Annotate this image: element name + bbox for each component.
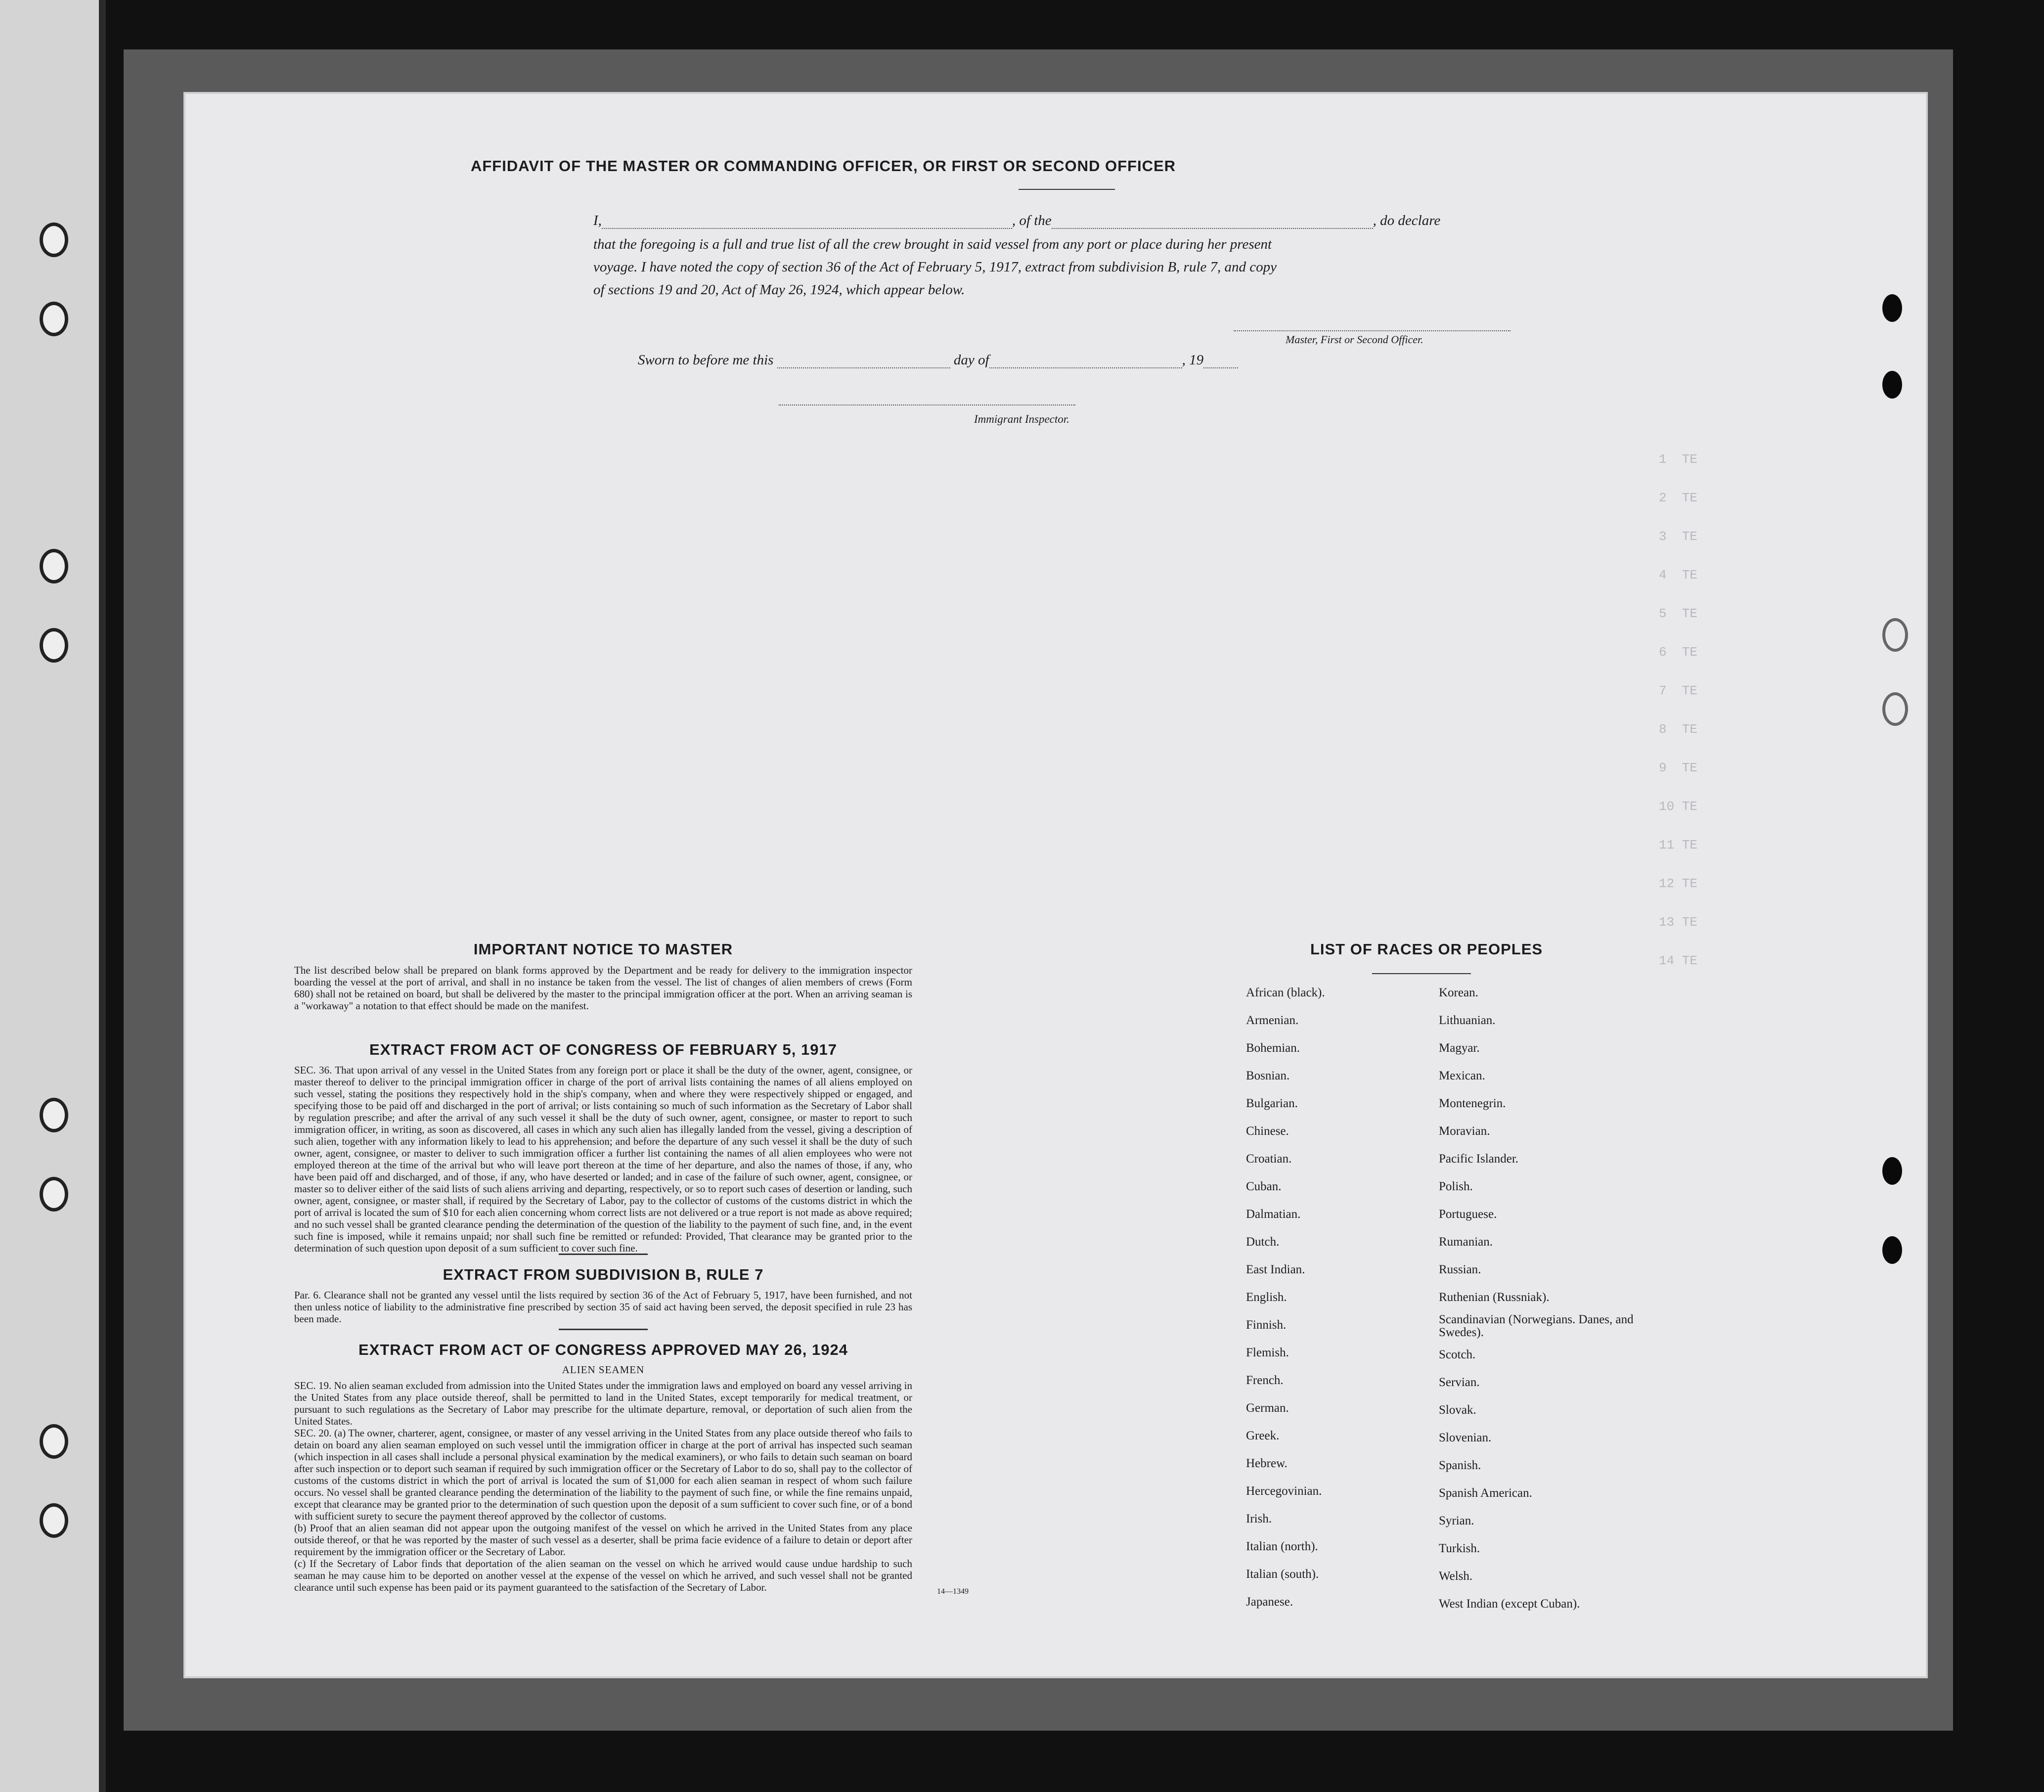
races-column-1 (1246, 979, 1325, 1616)
extract-1924-body (294, 1380, 912, 1593)
name-blank (602, 228, 1012, 229)
divider (1372, 973, 1471, 974)
binder-ring (40, 1424, 68, 1459)
affidavit-line-3: voyage. I have noted the copy of section 36 of the Act of February 5, 1917, extract from subdivision B, rule 7, and copy (593, 259, 1277, 275)
race-entry: Croatian. (1246, 1152, 1292, 1165)
inspector-signature-line (779, 404, 1075, 405)
race-entry: Spanish American. (1439, 1486, 1532, 1500)
race-entry: Syrian. (1439, 1514, 1474, 1527)
race-entry: Russian. (1439, 1263, 1481, 1276)
binder-ring (40, 302, 68, 336)
notice-body: The list described below shall be prepared on blank forms approved by the Department and be ready for delivery to the immigration inspector boarding the vessel at the port of arrival, and shall in no instance be taken from the vessel. The list of changes of alien members of crews (Form 680) shall not be retained on board, but shall be delivered by the master to the principal immigration officer at the port. When an arriving seaman is a "workaway" a notation to that effect should be made on the manifest. (294, 964, 912, 1012)
divider (559, 1329, 648, 1330)
race-entry: Dalmatian. (1246, 1208, 1301, 1221)
race-entry: East Indian. (1246, 1263, 1305, 1276)
inspector-label: Immigrant Inspector. (974, 413, 1069, 425)
race-entry: Bosnian. (1246, 1069, 1290, 1082)
master-signature-label: Master, First or Second Officer. (1286, 333, 1423, 346)
race-entry: Welsh. (1439, 1569, 1473, 1583)
rule7-title: EXTRACT FROM SUBDIVISION B, RULE 7 (443, 1266, 764, 1283)
race-entry: Italian (south). (1246, 1568, 1319, 1581)
binder-ring (40, 1177, 68, 1211)
race-entry: Scotch. (1439, 1348, 1476, 1361)
race-entry: Finnish. (1246, 1318, 1287, 1332)
race-entry: Scandinavian (Norwegians. Danes, and Swedes). (1439, 1313, 1634, 1339)
divider (559, 1254, 648, 1255)
binder-ring (40, 628, 68, 663)
race-entry: Slovenian. (1439, 1431, 1492, 1444)
race-entry: Bohemian. (1246, 1041, 1300, 1055)
race-entry: Armenian. (1246, 1014, 1299, 1027)
year-blank (1203, 367, 1238, 368)
divider (1019, 189, 1115, 190)
label-do-declare: , do declare (1373, 213, 1441, 228)
punch-hole (1882, 1236, 1902, 1264)
document-page (185, 94, 1926, 1676)
race-entry: Montenegrin. (1439, 1097, 1506, 1110)
race-entry: Turkish. (1439, 1542, 1480, 1555)
rule7-body: Par. 6. Clearance shall not be granted any vessel until the lists required by section 36 of the Act of February 5, 1917, have been furnished, and not then unless notice of liability to the administrative fine prescribed by section 35 of said act having been served, the deposit specified in rule 23 has been made. (294, 1289, 912, 1325)
race-entry: Korean. (1439, 986, 1478, 999)
race-entry: English. (1246, 1291, 1287, 1304)
race-entry: German. (1246, 1401, 1289, 1415)
punch-hole (1882, 1157, 1902, 1185)
race-entry: Polish. (1439, 1180, 1473, 1193)
month-blank (989, 367, 1182, 368)
race-entry: Bulgarian. (1246, 1097, 1298, 1110)
race-entry: Magyar. (1439, 1041, 1480, 1055)
races-column-2 (1439, 979, 1646, 1618)
race-entry: Servian. (1439, 1376, 1480, 1389)
master-signature-line (1234, 330, 1511, 331)
label-i: I, (593, 213, 602, 228)
section-19: SEC. 19. No alien seaman excluded from admission into the United States under the immigration laws and employed on board any vessel arriving in the United States from any place outside thereof, shall be permitted to land in the United States, except temporarily for medical treatment, or pursuant to such regulations as the Secretary of Labor may prescribe for the ultimate departure, removal, or deportation of such alien from the United States. (294, 1380, 912, 1427)
section-20b: (b) Proof that an alien seaman did not appear upon the outgoing manifest of the vessel on which he arrived in the United States from any place outside thereof, or that he was reported by the master of such vessel as a deserter, shall be prima facie evidence of a failure to detain or deport after requirement by the immigration officer or the Secretary of Labor. (294, 1522, 912, 1558)
race-entry: Mexican. (1439, 1069, 1485, 1082)
race-entry: Dutch. (1246, 1235, 1280, 1249)
punch-hole (1882, 371, 1902, 399)
race-entry: Rumanian. (1439, 1235, 1493, 1249)
affidavit-line-4: of sections 19 and 20, Act of May 26, 1924, which appear below. (593, 282, 965, 298)
affidavit-title: AFFIDAVIT OF THE MASTER OR COMMANDING OFFICER, OR FIRST OR SECOND OFFICER (470, 157, 1176, 175)
race-entry: Flemish. (1246, 1346, 1289, 1359)
race-entry: Lithuanian. (1439, 1014, 1496, 1027)
day-blank (777, 367, 950, 368)
race-entry: Cuban. (1246, 1180, 1282, 1193)
label-year: , 19 (1182, 352, 1204, 368)
race-entry: West Indian (except Cuban). (1439, 1597, 1580, 1611)
race-entry: African (black). (1246, 986, 1325, 999)
sworn-line (638, 352, 1238, 368)
form-number: 14—1349 (937, 1587, 969, 1596)
race-entry: Japanese. (1246, 1595, 1293, 1609)
punch-hole (1882, 294, 1902, 322)
race-entry: Irish. (1246, 1512, 1272, 1525)
punch-hole (1882, 692, 1908, 726)
race-entry: Slovak. (1439, 1403, 1476, 1417)
affidavit-line-2: that the foregoing is a full and true list of all the crew brought in said vessel from any port or place during her present (593, 236, 1272, 252)
races-title: LIST OF RACES OR PEOPLES (1310, 941, 1543, 958)
race-entry: Chinese. (1246, 1124, 1289, 1138)
section-20a: SEC. 20. (a) The owner, charterer, agent, consignee, or master of any vessel arriving in the United States from any place outside thereof who fails to detain on board any alien seaman employed on such vessel until the immigration officer in charge at the port of arrival has inspected such seaman (which inspection in all cases shall include a personal physical examination by the medical examiners), or who fails to detain such seaman on board after such inspection or to deport such seaman if required by such immigration officer or the Secretary of Labor to do so, shall pay to the collector of customs of the customs district in which the port of arrival is located the sum of $1,000 for each alien seaman in respect of whom such failure occurs. No vessel shall be granted clearance pending the determination of the liability to the payment of such fine, or while the fine remains unpaid, except that clearance may be granted prior to the determination of such question upon the deposit of a sum sufficient to cover such fine, or of a bond with sufficient surety to secure the payment thereof approved by the collector of customs. (294, 1427, 912, 1522)
extract-1917-title: EXTRACT FROM ACT OF CONGRESS OF FEBRUARY 5, 1917 (369, 1041, 837, 1058)
label-of-the: , of the (1012, 213, 1052, 228)
bleed-through-text: 1 TE 2 TE 3 TE 4 TE 5 TE 6 TE 7 TE 8 TE 9 TE 10 TE 11 TE 12 TE 13 TE 14 TE (1659, 452, 1698, 968)
binder-ring (40, 549, 68, 583)
race-entry: Hebrew. (1246, 1457, 1288, 1470)
notice-title: IMPORTANT NOTICE TO MASTER (473, 941, 733, 958)
race-entry: Ruthenian (Russniak). (1439, 1291, 1550, 1304)
extract-1924-title: EXTRACT FROM ACT OF CONGRESS APPROVED MAY 26, 1924 (358, 1341, 848, 1358)
binder-ring (40, 223, 68, 257)
race-entry: Portuguese. (1439, 1208, 1497, 1221)
race-entry: Pacific Islander. (1439, 1152, 1519, 1165)
binder-ring (40, 1503, 68, 1538)
label-day-of: day of (953, 352, 989, 368)
vessel-blank (1052, 228, 1373, 229)
punch-hole (1882, 618, 1908, 652)
affidavit-line-1 (593, 213, 1440, 229)
race-entry: Greek. (1246, 1429, 1280, 1442)
extract-1917-body: SEC. 36. That upon arrival of any vessel in the United States from any foreign port or place it shall be the duty of the owner, agent, consignee, or master thereof to deliver to the principal immigration officer in charge of the port of arrival lists containing the names of all aliens employed on such vessel, stating the positions they respectively hold in the ship's company, when and where they were respectively shipped or engaged, and specifying those to be paid off and discharged in the port of arrival; or lists containing so much of such information as the Secretary of Labor shall by regulation prescribe; and after the arrival of any such vessel it shall be the duty of such owner, agent, consignee, or master to report to such immigration officer, in writing, as soon as discovered, all cases in which any such alien has illegally landed from the vessel, giving a description of such alien, together with any information likely to lead to his apprehension; and before the departure of any such vessel it shall be the duty of such owner, agent, consignee, or master to deliver to such immigration officer a further list containing the names of all alien employees who were not employed thereon at the time of the arrival but who will leave port thereon at the time of her departure, and also the names of those, if any, who have been paid off and discharged, and of those, if any, who have deserted or landed; and in case of the failure of such owner, agent, consignee, or master so to deliver either of the said lists of such aliens arriving and departing, respectively, or so to report such cases of desertion or landing, such owner, agent, consignee, or master shall, if required by the Secretary of Labor, pay to the collector of customs of the customs district in which the port of arrival is located the sum of $10 for each alien concerning whom correct lists are not delivered or a true report is not made as above required; and no such vessel shall be granted clearance pending the determination of the question of the liability to the payment of such fine, and, in the event such fine is imposed, while it remains unpaid; nor shall such fine be remitted or refunded: Provided, That clearance may be granted prior to the determination of such question upon deposit of a sum sufficient to cover such fine. (294, 1064, 912, 1254)
race-entry: Moravian. (1439, 1124, 1490, 1138)
section-20c: (c) If the Secretary of Labor finds that deportation of the alien seaman on the vessel on which he arrived would cause undue hardship to such seaman he may cause him to be deported on another vessel at the expense of the vessel on which he arrived, and such vessel shall not be granted clearance until such expense has been paid or its payment guaranteed to the satisfaction of the Secretary of Labor. (294, 1558, 912, 1593)
race-entry: Italian (north). (1246, 1540, 1318, 1553)
binder-ring (40, 1098, 68, 1132)
race-entry: Hercegovinian. (1246, 1484, 1322, 1498)
label-sworn: Sworn to before me this (638, 352, 774, 368)
extract-1924-subtitle: ALIEN SEAMEN (562, 1364, 645, 1376)
race-entry: French. (1246, 1374, 1284, 1387)
race-entry: Spanish. (1439, 1459, 1481, 1472)
